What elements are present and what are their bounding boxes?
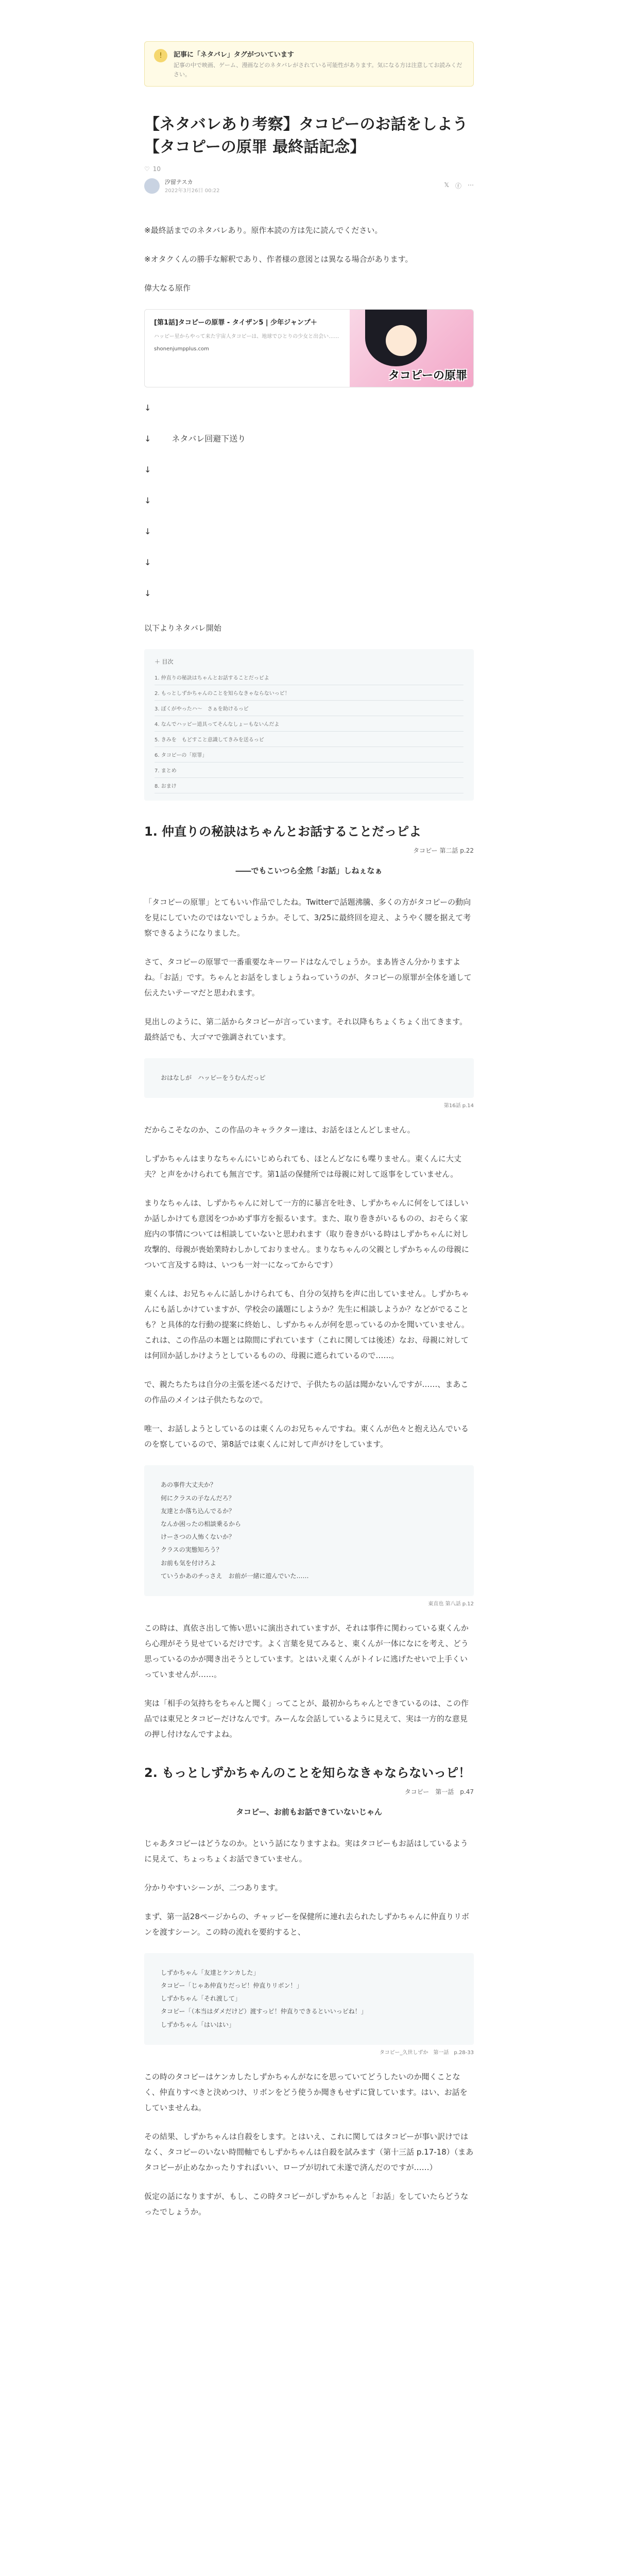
spoiler-arrow: ↓ ネタバレ回避下送り [144,434,246,444]
spoiler-start: 以下よりネタバレ開始 [144,623,221,633]
body-paragraph: その結果、しずかちゃんは自殺をします。とはいえ、これに関してはタコピーが事い訳けではなく、タコピーのいない時間軸でもしずかちゃんは自殺を試みます（第十三話 p.17-18）（まあタコピーが止めなかったりすればいい、ロープが切れて未遂で済んだのですが……） [144,2131,474,2172]
toc-item[interactable]: 8. おまけ [154,778,464,793]
intro-paragraph: ※最終話までのネタバレあり。原作本読の方は先に読んでください。 [144,226,383,235]
share-buttons [444,181,474,190]
body-paragraph: 実は「相手の気持ちをちゃんと聞く」ってことが、最初からちゃんとできているのは、この作品では東兄とタコピーだけなんです。みーんな会話しているように見えて、実は一方的な意見の押し付けなんですよね。 [144,1698,469,1739]
quote-source: タコピー 第二話 p.22 [413,847,474,855]
toc-item[interactable]: 3. ぼくがやったハ～ さぁを助けるっピ [154,701,464,716]
body-paragraph: まず、第一話28ページからの、チャッピーを保健所に連れ去られたしずかちゃんに仲直りリボンを渡すシーン。この時の流れを要約すると、 [144,1911,469,1937]
facebook-share-icon[interactable]: ⓕ [455,182,461,190]
body-paragraph: しずかちゃんはまりなちゃんにいじめられても、ほとんどなにも喋りません。東くんに大丈夫？と声をかけられても無言です。第1話の保健所では母親に対して返事をしていません。 [144,1154,461,1179]
center-quote: ――でもこいつら全然「お話」しねぇなぁ [235,866,383,876]
toc-item[interactable]: 1. 仲直りの秘訣はちゃんとお話することだっピよ [154,670,464,685]
blockquote: あの事件大丈夫か？ 何にクラスの子なんだろ？ 友達とか落ち込んでるか？ なんか困ったの相談乗るから けーさつの人怖くないか？ クラスの実態知ろう？ お前も気を付けろよ ていうかあのチっさえ お前が一緒に遊んでいた…… [144,1465,474,1596]
quote-source: タコピー_久世しずか 第一話 p.28-33 [379,2049,474,2056]
intro-paragraph: ※オタクくんの勝手な解釈であり、作者様の意図とは異なる場合があります。 [144,255,413,264]
spoiler-arrow: ↓ [144,588,151,599]
article-page [144,0,474,2219]
warning-icon: ! [154,49,167,62]
section-heading: 1. 仲直りの秘訣はちゃんとお話することだっピよ [144,824,422,839]
toc-item[interactable]: 2. もっとしずかちゃんのことを知らなきゃならないっピ！ [154,685,464,701]
body-paragraph: じゃあタコピーはどうなのか。という話になりますよね。実はタコピーもお話はしているように見えて、ちょっちょくお話できていません。 [144,1838,468,1863]
table-of-contents [144,649,474,801]
more-icon[interactable]: ⋯ [468,181,474,189]
body-paragraph: この時のタコピーはケンカしたしずかちゃんがなにを思っていてどうしたいのか聞くことなく、仲直りすべきと決めつけ、リボンをどう使うか聞きもせずに貸しています。はい、お話をしていませんね。 [144,2072,468,2112]
intro-paragraph: 偉大なる原作 [144,283,191,293]
blockquote: おはなしが ハッピーをうむんだっピ [144,1058,474,1098]
body-paragraph: まりなちゃんは、しずかちゃんに対して一方的に暴言を吐き、しずかちゃんに何をしてほしいか話しかけても意図をつかめず事方を振るいます。また、取り巻きがいるものの、おそらく家庭内の事情については相談していないと思われます（取り巻きがいる時はしずかちゃんに対し攻撃的、母親が喪始業時わしかしておりません。まりなちゃんの父親としずかちゃんの母親について言及する時は、いつも一対一になってからです） [144,1198,469,1270]
link-card-thumbnail [350,310,473,387]
spoiler-arrow: ↓ [144,403,151,413]
toc-heading[interactable]: ＋ 目次 [154,658,174,666]
body-paragraph: だからこそなのか、この作品のキャラクター達は、お話をほとんどしません。 [144,1125,415,1135]
toc-item[interactable]: 7. まとめ [154,762,464,778]
notice-body: 記事の中で映画、ゲーム、漫画などのネタバレがされている可能性があります。気になる方は注意してお読みください。 [174,62,462,78]
link-card-title: [第1話]タコピーの原罪 - タイザン5 | 少年ジャンプ＋ [154,319,317,327]
body-paragraph: この時は、真依さ出して怖い思いに演出されていますが、それは事件に関わっている東くんから心理がそう見せているだけです。よく言葉を見てみると、東くんが一体になにを考え、どう思っているのかが聞き出そうとしています。とはいえ東くんがトイレに逃げたせいで上手くいっていませんが……。 [144,1623,469,1679]
spoiler-arrow: ↓ [144,465,151,475]
toc-item[interactable]: 6. タコピーの「原罪」 [154,747,464,762]
spoiler-notice [144,41,474,87]
publish-date: 2022年3月26日 00:22 [165,188,220,194]
spoiler-arrow: ↓ [144,496,151,506]
body-paragraph: で、親たちたちは自分の主張を述べるだけで、子供たちの話は聞かないんですが……、まあこの作品のメインは子供たちなので。 [144,1380,469,1405]
link-card-desc: ハッピー星からやって来た宇宙人タコピーは、地球でひとりの少女と出会い…… [154,333,339,340]
link-card-domain: shonenjumpplus.com [154,346,209,352]
center-quote: タコピー、お前もお話できていないじゃん [236,1807,382,1817]
quote-source: 東直也 第八話 p.12 [428,1601,474,1607]
quote-source: 第16話 p.14 [443,1103,474,1109]
notice-title: 記事に「ネタバレ」タグがついています [174,51,294,59]
like-area[interactable] [144,165,474,173]
thumbnail-logo: タコピーの原罪 [388,369,467,383]
spoiler-arrows [144,404,474,598]
article-title: 【ネタバレあり考察】タコピーのお話をしよう【タコピーの原罪 最終話記念】 [144,115,468,156]
toc-item[interactable]: 5. きみを もどすこと意識してきみを送るっピ [154,732,464,747]
quote-source: タコピー 第一話 p.47 [404,1788,474,1795]
toc-toggle-icon: ＋ [154,658,162,666]
spoiler-arrow: ↓ [144,527,151,537]
spoiler-arrow: ↓ [144,557,151,568]
link-card[interactable] [144,309,474,387]
body-paragraph: さて、タコピーの原罪で一番重要なキーワードはなんでしょうか。まあ皆さん分かりますよね。「お話」です。ちゃんとお話をしましょうねっていうのが、タコピーの原罪が全体を通して伝えたいテーマだと思われます。 [144,957,472,998]
x-share-icon[interactable]: 𝕏 [444,181,449,189]
blockquote: しずかちゃん「友達とケンカした」 タコピー「じゃあ仲直りだっピ！仲直りリボン！」 しずかちゃん「それ渡して」 タコピー「（本当はダメだけど）渡すっピ！仲直りできるといいっピね！」 しずかちゃん「はいはい」 [144,1953,474,2045]
like-count: 10 [152,165,161,173]
section-heading: 2. もっとしずかちゃんのことを知らなきゃならないっピ！ [144,1765,471,1780]
body-paragraph: 唯一、お話しようとしているのは東くんのお兄ちゃんですね。東くんが色々と抱え込んでいるのを察しているので、第8話では東くんに対して声がけをしています。 [144,1424,469,1449]
toc-item[interactable]: 4. なんでハッピー道具ってそんなしょーもないんだよ [154,716,464,732]
body-paragraph: 分かりやすいシーンが、二つあります。 [144,1883,283,1892]
heart-icon[interactable]: ♡ [144,165,150,173]
body-paragraph: 「タコピーの原罪」とてもいい作品でしたね。Twitterで話題沸騰、多くの方がタコピーの動向を見にしていたのではないでしょうか。そして、3/25に最終回を迎え、ようやく腰を据えて考察できるようになりました。 [144,897,471,938]
body-paragraph: 東くんは、お兄ちゃんに話しかけられても、自分の気持ちを声に出していません。しずかちゃんにも話しかけていますが、学校会の議題にしようか？先生に相談しようか？などがでることも？と具体的な行動の提案に終始し、しずかちゃんが何を思っているのかを聞いていません。これは、この作品の本題とは隙間にずれています（これに関しては後述）なお、母親に対しては何回か話しかけようとしているものの、母親に遮られているので……。 [144,1289,469,1361]
author-row [144,178,474,194]
body-paragraph: 見出しのように、第二話からタコピーが言っています。それ以降もちょくちょく出てきます。最終話でも、大ゴマで強調されています。 [144,1017,468,1042]
avatar[interactable] [144,178,160,194]
body-paragraph: 仮定の話になりますが、もし、この時タコピーがしずかちゃんと「お話」をしていたらどうなったでしょうか。 [144,2191,469,2216]
author-name[interactable]: 汐留テスカ [165,179,193,186]
